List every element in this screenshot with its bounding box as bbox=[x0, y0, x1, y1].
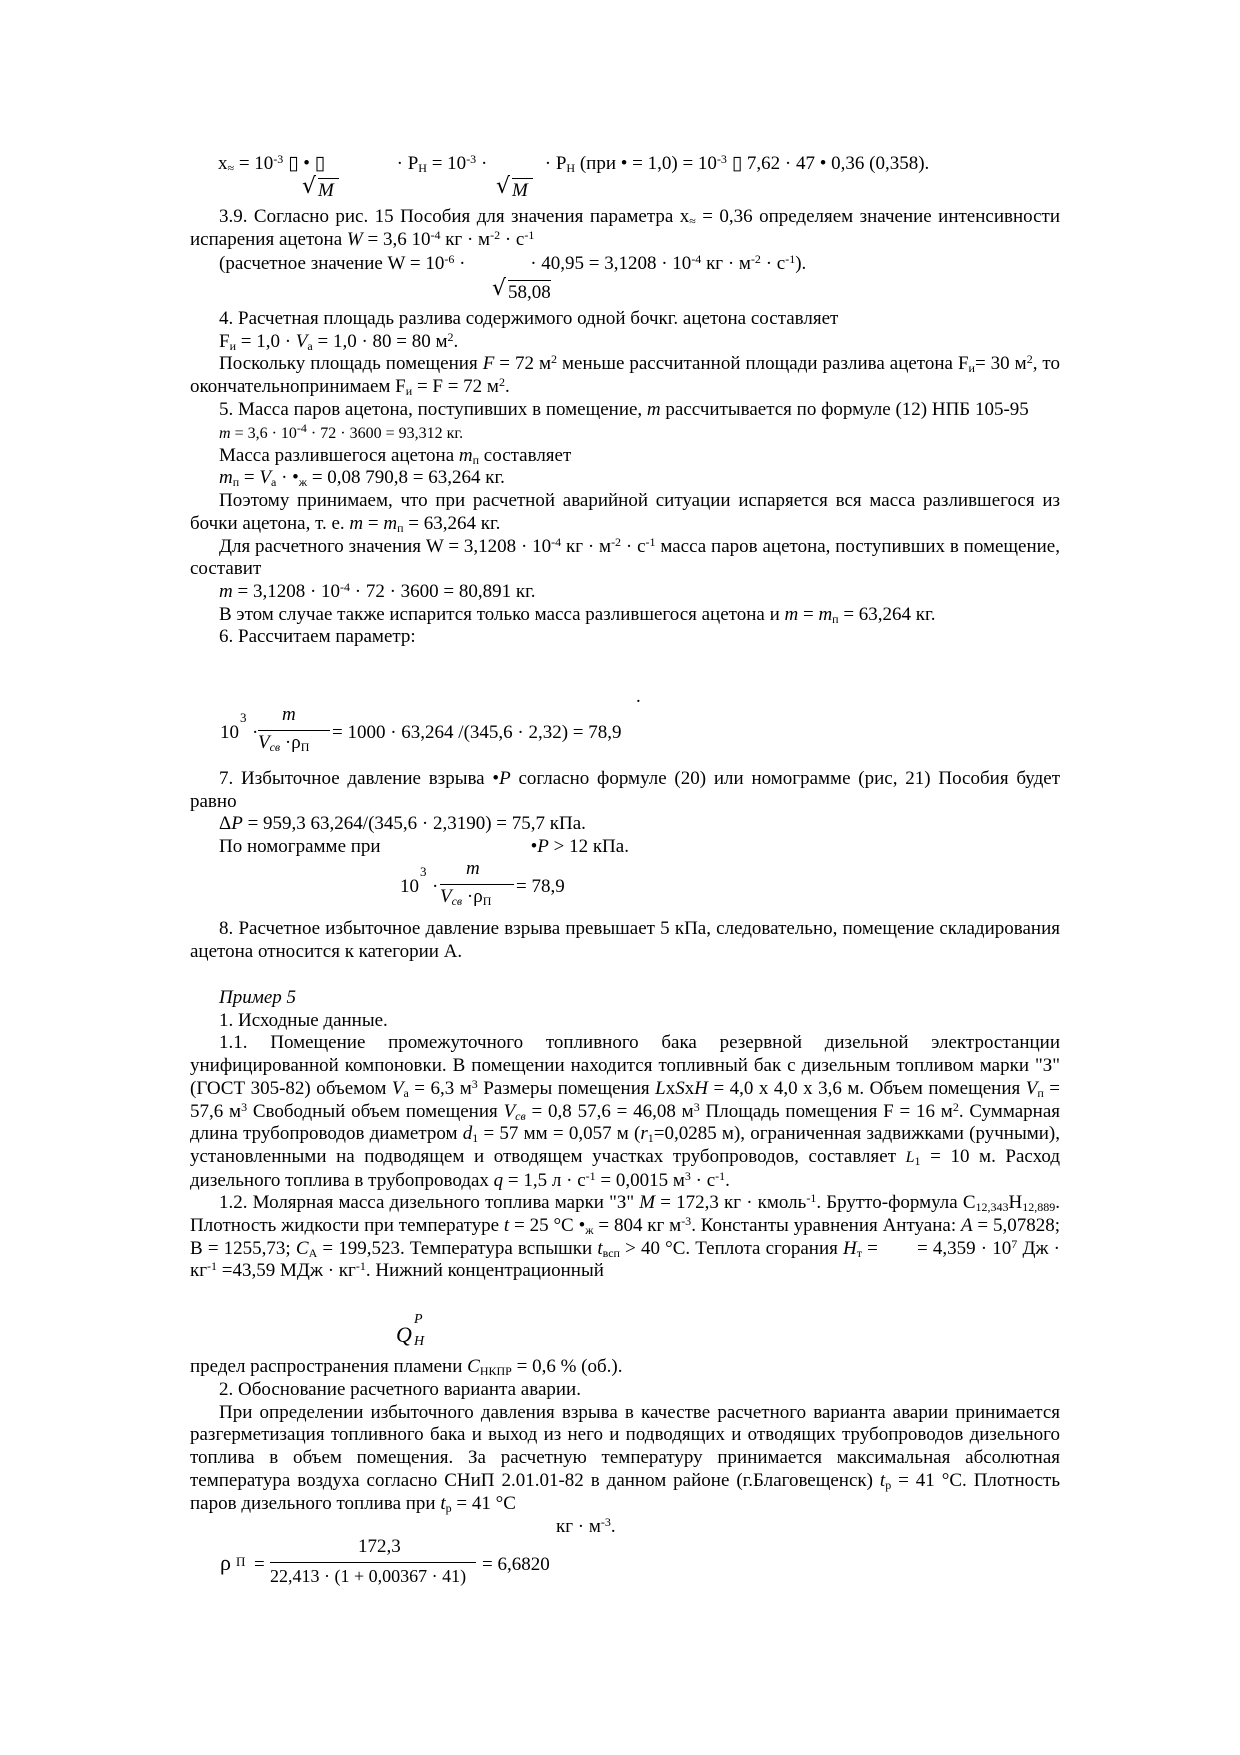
paragraph-5: 5. Масса паров ацетона, поступивших в помещение, m рассчитывается по формуле (12) НПБ 105-95 $m = 3,6 \cdot 10^{-4} \cdot 72 \cdot 3600 = 93,312$ кг. Масса разлившегося ацетона $m_п$ составляет $m_п = V_а$ · $•_ж = 0,08$ 790,8 = 63,264 кг. Поэтому принимаем, что при расчетной аварийной ситуации испаряется вся масса разлившегося из бочки ацетона, т. е. $m = m_п = 63,264$ кг. Для расчетного значения $W = 3,1208 \cdot 10^{-4}$ кг · $м^{-2} \cdot с^{-1}$ масса паров ацетона, поступивших в помещение, составит $m = 3,1208 \cdot 10^{-4} \cdot 72 \cdot 3600 = 80,891$ кг. В этом случае также испарится только масса разлившегося ацетона и $m = m_п = 63,264$ кг. 6. Рассчитаем параметр: bbox=[190, 399, 1060, 648]
density-unit: кг · $м^{-3}$. bbox=[556, 1515, 616, 1537]
section-2: 2. Обоснование расчетного варианта аварии. При определении избыточного давления взрыва в качестве расчетного варианта аварии принимается разгерметизация топливного бака и выход из него и подводящих и отводящих трубопроводов дизельного топлива в объем помещения. За расчетную температуру принимается максимальная абсолютная температура воздуха согласно СНиП 2.01.01-82 в данном районе (г.Благовещенск) $t_р = 41$ °С. Плотность паров дизельного топлива при $t_р = 41$ °С bbox=[190, 1379, 1060, 1515]
paragraph-3-9: 3.9. Согласно рис. 15 Пособия для значения параметра $x_\approx = 0,36$ определяем значение интенсивности испарения ацетона W = 3,6 $10^{-4}$ кг · $м^{-2} \cdot с^{-1}$ bbox=[190, 206, 1061, 250]
formula-nomogram: 10 3 · m $V_{св} \cdot\rho_П$ = 78,9 bbox=[400, 858, 565, 908]
s12-continuation: предел распространения пламени $C_{НКПР} = 0,6$ % (об.). bbox=[190, 1356, 623, 1378]
paragraph-4: 4. Расчетная площадь разлива содержимого одной бочкг. ацетона составляет $F_и = 1,0 \cdot V_а = 1,0 \cdot 80 = 80$ $м^2$. Поскольку площадь помещения F = 72 $м^2$ меньше рассчитанной площади разлива ацетона $F_и= 30$ $м^2$, то окончательнопринимаем $F_и = F = 72$ $м^2$. bbox=[190, 308, 1060, 399]
formula-parameter: 10 3 · m $V_{св} \cdot\rho_П$ = 1000 · 63,264 /(345,6 · 2,32) = 78,9 bbox=[220, 704, 622, 754]
chi-formula-line: $x_\approx = 10^{-3}$ ▯ • ▯ · $P_Н = 10^{-3}$ · · $P_Н$ (при • = $1,0) = 10^{-3}$ ▯ 7,62 · 47 • 0,36 (0,358). bbox=[218, 152, 930, 175]
paragraph-7: 7. Избыточное давление взрыва •P согласно формуле (20) или номограмме (рис, 21) Пособия будет равно ΔP = 959,3 63,264/(345,6 · 2,3190) = 75,7 кПа. По номограмме при •P > 12 кПа. bbox=[190, 768, 1060, 858]
formula-density: ρ П = 172,3 22,413 · (1 + 0,00367 · 41) = 6,6820 bbox=[220, 1536, 550, 1586]
calc-W-line: (расчетное значение $W = 10^{-6}$ · · $40,95 = 3,1208 \cdot 10^{-4}$ кг · $м^{-2} \cdot с^{-1}$). bbox=[219, 252, 807, 274]
example-5: Пример 5 1. Исходные данные. 1.1. Помещение промежуточного топливного бака резервной дизельной электростанции унифицированной компоновки. В помещении находится топливный бак с дизельным топливом марки "З" (ГОСТ 305-82) объемом $V_а = 6,3$ $м^3$ Размеры помещения LxSxH = 4,0 х 4,0 х 3,6 м. Объем помещения $V_п = 57,6$ $м^3$ Свободный объем помещения $V_{св} = 0,8$ 57,6 = 46,08 $м^3$ Площадь помещения F = 16 $м^2$. Суммарная длина трубопроводов диаметром $d_1 = 57$ мм = 0,057 м ($r_1=0,0285$ м), ограниченная задвижками (ручными), установленными на подводящем и отводящем участках трубопроводов, составляет $L_1 = 10$ м. Расход дизельного топлива в трубопроводах q = 1,5 $л \cdot с^{-1} = 0,0015$ $м^3 \cdot с^{-1}$. 1.2. Молярная масса дизельного топлива марки "З" M = 172,3 кг · кмоль$^{-1}$. Брутто-формула $С_{12,343}Н_{12,889}$. Плотность жидкости при температуре t = 25 °С $•_ж = 804$ кг $м^{-3}$. Константы уравнения Антуана: A = 5,07828; В = 1255,73; $C_A = 199,523$. Температура вспышки $t_{всп} > 40$ °С. Теплота сгорания $H_т$ = = $4,359 \cdot 10^7$ Дж · $кг^{-1} =43,59$ МДж · $кг^{-1}$. Нижний концентрационный bbox=[190, 987, 1061, 1282]
stray-dot: . bbox=[636, 686, 641, 707]
paragraph-8: 8. Расчетное избыточное давление взрыва превышает 5 кПа, следовательно, помещение складирования ацетона относится к категории А. bbox=[190, 918, 1060, 962]
q-h-symbol: Q P H bbox=[396, 1312, 425, 1349]
